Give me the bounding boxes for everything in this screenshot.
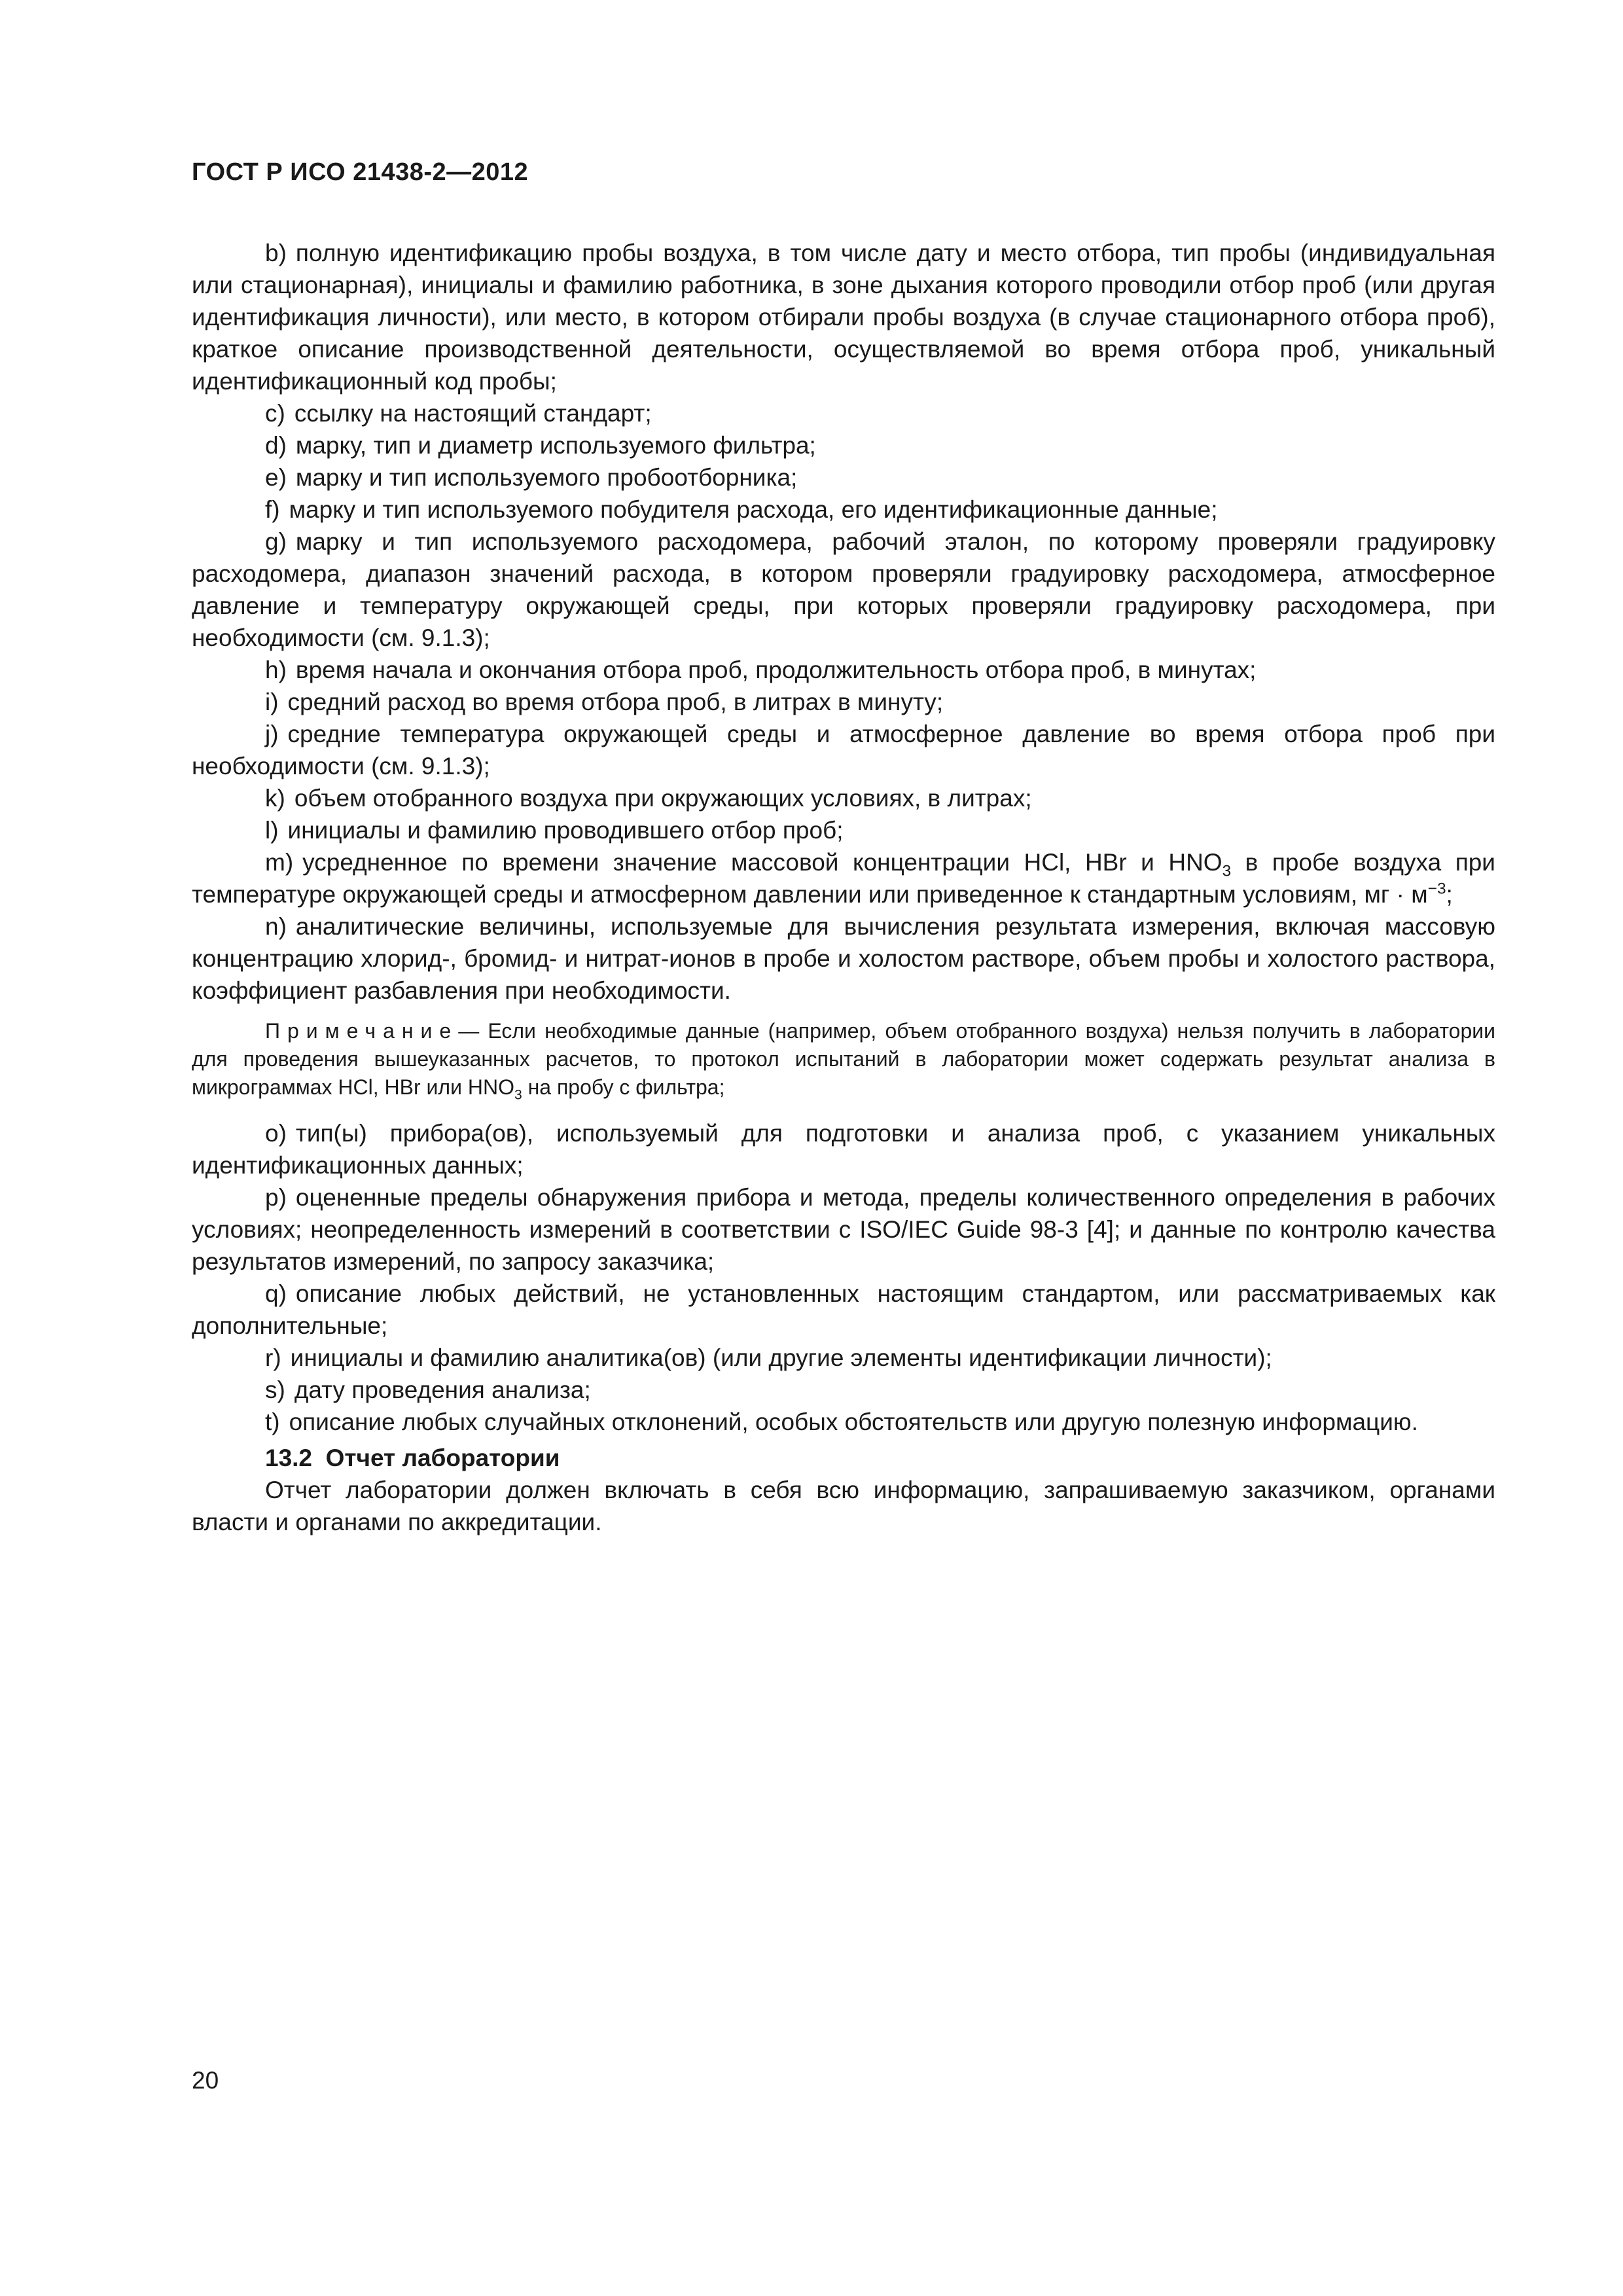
item-text: ссылку на настоящий стандарт; bbox=[294, 400, 652, 427]
item-text: оцененные пределы обнаружения прибора и метода, пределы количественного определения в рабочих условиях; неопределенность измерений в соответствии с ISO/IEC Guide 98-3 [4]; и данные по контролю качества результатов измерений, по запросу заказчика; bbox=[192, 1184, 1495, 1275]
note-text: — Если необходимые данные (например, объем отобранного воздуха) нельзя получить в лаборатории для проведения вышеуказанных расчетов, то протокол испытаний в лаборатории может содержать результат анализа в микрограммах HCl, HBr или HNO bbox=[192, 1019, 1495, 1099]
list-item-e bbox=[192, 461, 1495, 493]
item-label: m) bbox=[265, 849, 294, 876]
document-header: ГОСТ Р ИСО 21438-2—2012 bbox=[192, 158, 529, 186]
item-label: c) bbox=[265, 400, 285, 427]
item-label: g) bbox=[265, 528, 287, 555]
note-label: Примечание bbox=[265, 1019, 459, 1043]
item-label: q) bbox=[265, 1280, 287, 1307]
section-paragraph: Отчет лаборатории должен включать в себя всю информацию, запрашиваемую заказчиком, органами власти и органами по аккредитации. bbox=[192, 1477, 1495, 1535]
list-item-q bbox=[192, 1278, 1495, 1342]
list-item-p bbox=[192, 1181, 1495, 1278]
list-item-s bbox=[192, 1374, 1495, 1406]
item-text: марку и тип используемого побудителя расхода, его идентификационные данные; bbox=[289, 496, 1218, 523]
item-label: e) bbox=[265, 464, 287, 491]
item-label: h) bbox=[265, 656, 287, 683]
item-text: инициалы и фамилию проводившего отбор проб; bbox=[287, 817, 844, 844]
item-label: l) bbox=[265, 817, 279, 844]
item-text: марку, тип и диаметр используемого фильтра; bbox=[295, 432, 816, 459]
subscript: 3 bbox=[514, 1087, 522, 1103]
item-label: s) bbox=[265, 1376, 285, 1403]
superscript: −3 bbox=[1427, 880, 1446, 898]
list-item-k bbox=[192, 782, 1495, 814]
list-item-b bbox=[192, 237, 1495, 397]
list-item-m bbox=[192, 846, 1495, 910]
item-text: полную идентификацию пробы воздуха, в том числе дату и место отбора, тип пробы (индивидуальная или стационарная), инициалы и фамилию работника, в зоне дыхания которого проводили отбор проб (или другая идентификация личности), или место, в котором отбирали пробы воздуха (в случае стационарного отбора проб), краткое описание производственной деятельности, осуществляемой во время отбора проб, уникальный идентификационный код пробы; bbox=[192, 240, 1495, 395]
item-text: марку и тип используемого расходомера, рабочий эталон, по которому проверяли градуировку расходомера, диапазон значений расхода, в котором проверяли градуировку расходомера, атмосферное давление и температуру окружающей среды, при которых проверяли градуировку расходомера, при необходимости (см. 9.1.3); bbox=[192, 528, 1495, 651]
item-label: n) bbox=[265, 913, 287, 940]
note-text: на пробу с фильтра; bbox=[522, 1075, 725, 1099]
list-item-t bbox=[192, 1406, 1495, 1438]
item-text: усредненное по времени значение массовой концентрации HCl, HBr и HNO bbox=[302, 849, 1222, 876]
item-label: r) bbox=[265, 1344, 281, 1371]
item-label: f) bbox=[265, 496, 280, 523]
item-label: p) bbox=[265, 1184, 287, 1211]
item-label: j) bbox=[265, 721, 279, 747]
item-text: описание любых случайных отклонений, особых обстоятельств или другую полезную информацию. bbox=[289, 1408, 1418, 1435]
section-heading bbox=[192, 1442, 1495, 1474]
item-label: k) bbox=[265, 785, 285, 812]
list-item-r bbox=[192, 1342, 1495, 1374]
section-title: Отчет лаборатории bbox=[325, 1444, 560, 1471]
item-text: объем отобранного воздуха при окружающих условиях, в литрах; bbox=[294, 785, 1032, 812]
item-text: тип(ы) прибора(ов), используемый для подготовки и анализа проб, с указанием уникальных идентификационных данных; bbox=[192, 1120, 1495, 1179]
list-item-o bbox=[192, 1117, 1495, 1181]
list-item-i bbox=[192, 686, 1495, 718]
page-number: 20 bbox=[192, 2067, 219, 2094]
item-label: i) bbox=[265, 689, 279, 715]
item-text: дату проведения анализа; bbox=[294, 1376, 591, 1403]
item-text: ; bbox=[1446, 881, 1453, 908]
item-text: средние температура окружающей среды и атмосферное давление во время отбора проб при необходимости (см. 9.1.3); bbox=[192, 721, 1495, 780]
section-number: 13.2 bbox=[265, 1444, 313, 1471]
subscript: 3 bbox=[1222, 862, 1232, 880]
list-item-h bbox=[192, 654, 1495, 686]
list-item-j bbox=[192, 718, 1495, 782]
list-item-n bbox=[192, 910, 1495, 1007]
item-text: инициалы и фамилию аналитика(ов) (или другие элементы идентификации личности); bbox=[290, 1344, 1272, 1371]
item-text: описание любых действий, не установленных настоящим стандартом, или рассматриваемых как дополнительные; bbox=[192, 1280, 1495, 1339]
item-text: средний расход во время отбора проб, в литрах в минуту; bbox=[287, 689, 944, 715]
item-text: аналитические величины, используемые для вычисления результата измерения, включая массовую концентрацию хлорид-, бромид- и нитрат-ионов в пробе и холостом растворе, объем пробы и холостого раствора, коэффициент разбавления при необходимости. bbox=[192, 913, 1495, 1004]
list-item-f bbox=[192, 493, 1495, 526]
item-label: o) bbox=[265, 1120, 287, 1147]
item-text: время начала и окончания отбора проб, продолжительность отбора проб, в минутах; bbox=[295, 656, 1257, 683]
item-text: марку и тип используемого пробоотборника; bbox=[295, 464, 798, 491]
list-item-l bbox=[192, 814, 1495, 846]
list-item-d bbox=[192, 429, 1495, 461]
list-item-c bbox=[192, 397, 1495, 429]
item-label: d) bbox=[265, 432, 287, 459]
item-label: t) bbox=[265, 1408, 280, 1435]
item-text: в пробе воздуха при температуре окружающей среды и атмосферном давлении или приведенное к стандартным условиям, мг · м bbox=[192, 849, 1495, 908]
note bbox=[192, 1017, 1495, 1102]
document-body bbox=[192, 237, 1495, 1538]
item-label: b) bbox=[265, 240, 287, 266]
list-item-g bbox=[192, 526, 1495, 654]
